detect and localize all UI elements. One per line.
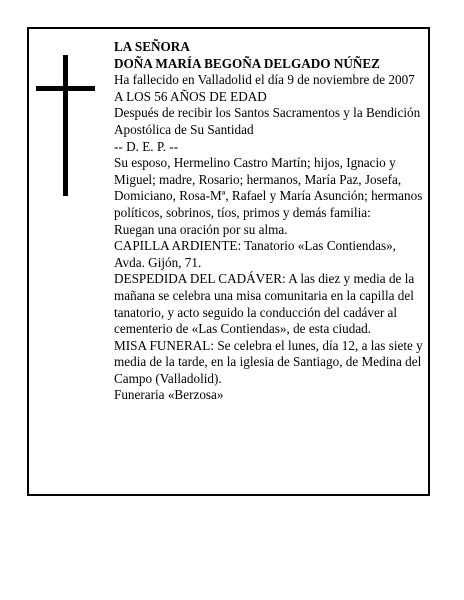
dep-line: -- D. E. P. -- <box>114 138 179 154</box>
family-line: Su esposo, Hermelino Castro Martín; hijos, Ignacio y Miguel; madre, Rosario; hermanos, María Paz, Josefa, Domiciano, Rosa-Mª, Rafael y María Asunción; hermanos políticos, sobrinos, tíos, primos y demás familia: <box>114 155 423 220</box>
sacraments-line: Después de recibir los Santos Sacramentos y la Bendición Apostólica de Su Santidad <box>114 105 421 137</box>
chapel-line: CAPILLA ARDIENTE: Tanatorio «Las Contiendas», Avda. Gijón, 71. <box>114 238 396 270</box>
cross-horizontal-bar <box>36 86 95 91</box>
age-line: A LOS 56 AÑOS DE EDAD <box>114 88 267 104</box>
funeral-home-line: Funeraria «Berzosa» <box>114 387 224 403</box>
prayer-line: Ruegan una oración por su alma. <box>114 221 288 237</box>
title-line: LA SEÑORA <box>114 39 190 54</box>
cross-vertical-bar <box>63 55 68 196</box>
funeral-mass-line: MISA FUNERAL: Se celebra el lunes, día 12, a las siete y media de la tarde, en la iglesia de Santiago, de Medina del Campo (Valladolid). <box>114 337 423 386</box>
farewell-line: DESPEDIDA DEL CADÁVER: A las diez y media de la mañana se celebra una misa comunitaria en la capilla del tanatorio, y acto seguido la conducción del cadáver al cementerio de «Las Contiendas», de esta ciudad. <box>114 271 415 337</box>
obituary-text <box>114 39 424 404</box>
deceased-name: DOÑA MARÍA BEGOÑA DELGADO NÚÑEZ <box>114 55 380 71</box>
death-statement: Ha fallecido en Valladolid el día 9 de noviembre de 2007 <box>114 72 415 88</box>
